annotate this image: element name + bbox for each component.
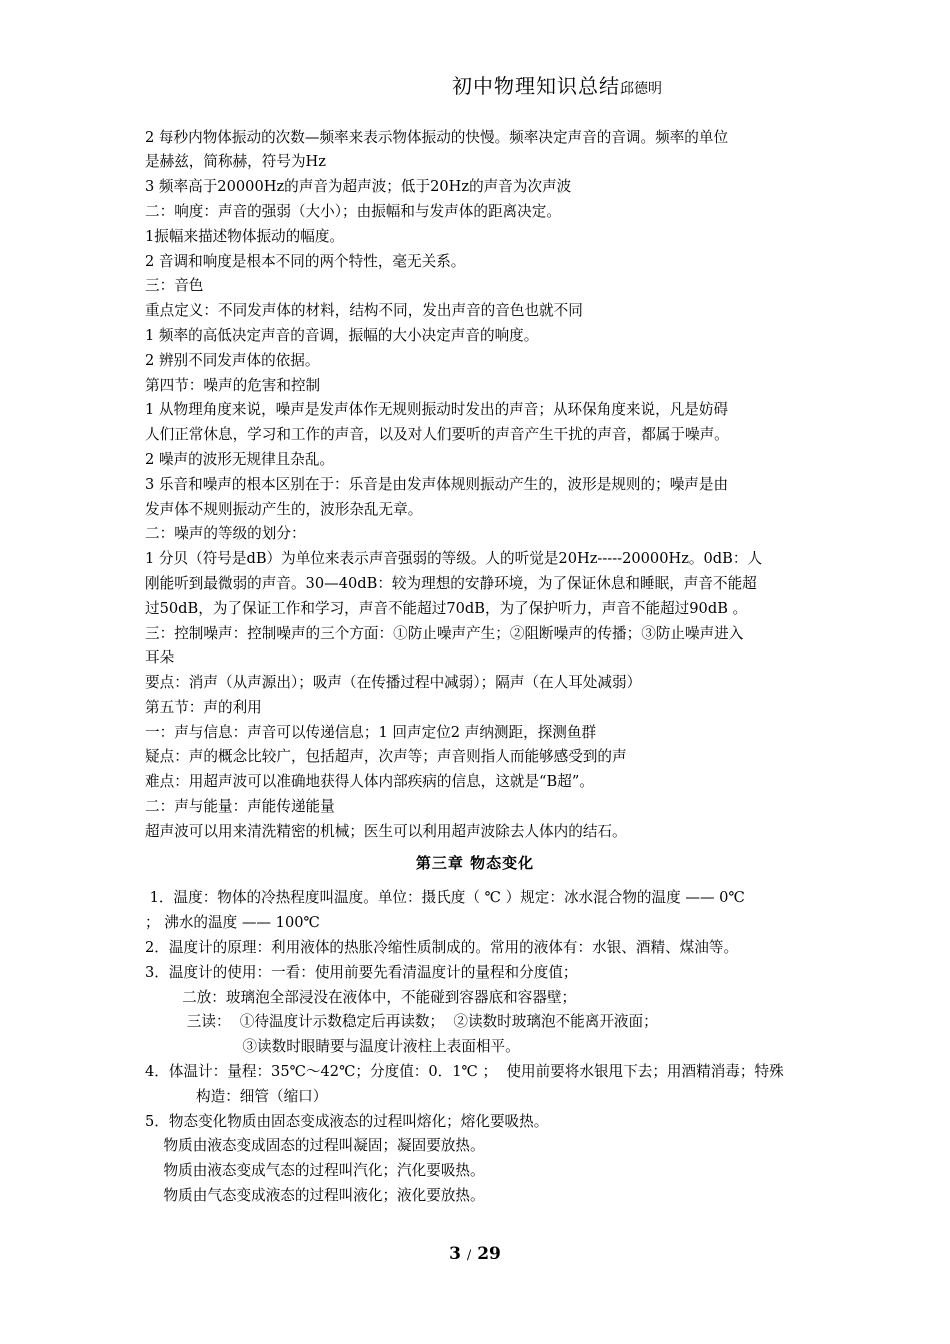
section-heading: 第五节：声的利用	[145, 699, 262, 716]
header-author: 邱德明	[620, 81, 662, 97]
text-line: 物质由气态变成液态的过程叫液化；液化要放热。	[145, 1187, 485, 1204]
text-line: 5．物态变化物质由固态变成液态的过程叫熔化；熔化要吸热。	[145, 1113, 549, 1130]
text-line: 耳朵	[145, 649, 175, 666]
text-line: 人们正常休息，学习和工作的声音，以及对人们要听的声音产生干扰的声音，都属于噪声。	[145, 426, 729, 443]
header-title: 初中物理知识总结	[452, 74, 620, 98]
text-line: 过50dB，为了保证工作和学习，声音不能超过70dB，为了保护听力，声音不能超过90dB 。	[145, 600, 748, 617]
page-current: 3	[449, 1244, 461, 1264]
text-line: 1 从物理角度来说，噪声是发声体作无规则振动时发出的声音；从环保角度来说，凡是妨碍	[145, 401, 729, 418]
text-line: 三读： ①待温度计示数稳定后再读数； ②读数时玻璃泡不能离开液面；	[145, 1013, 658, 1030]
text-line: 重点定义：不同发声体的材料，结构不同，发出声音的音色也就不同	[145, 302, 583, 319]
text-line: 2 噪声的波形无规律且杂乱。	[145, 451, 335, 468]
text-line: 1 频率的高低决定声音的音调，振幅的大小决定声音的响度。	[145, 327, 539, 344]
chapter-title: 第三章 物态变化	[415, 854, 535, 872]
text-line: 3 乐音和噪声的根本区别在于：乐音是由发声体规则振动产生的，波形是规则的；噪声是由	[145, 476, 729, 493]
text-line: 刚能听到最微弱的声音。30—40dB：较为理想的安静环境，为了保证休息和睡眠，声音不能超	[145, 575, 757, 592]
section-heading: 第四节：噪声的危害和控制	[145, 377, 321, 394]
text-line: 难点：用超声波可以准确地获得人体内部疾病的信息，这就是“B超”。	[145, 773, 594, 790]
text-line: 二：噪声的等级的划分：	[145, 525, 306, 542]
text-line: 4．体温计：量程：35℃～42℃；分度值：0．1℃ ； 使用前要将水银甩下去；用酒精消毒；特殊	[145, 1063, 784, 1080]
text-line: 1．温度：物体的冷热程度叫温度。单位：摄氏度（ ℃ ）规定：冰水混合物的温度 —— 0℃	[145, 889, 745, 906]
text-line: ； 沸水的温度 —— 100℃	[145, 914, 320, 931]
text-line: 2 每秒内物体振动的次数—频率来表示物体振动的快慢。频率决定声音的音调。频率的单位	[145, 129, 729, 146]
text-line: 3．温度计的使用：一看：使用前要先看清温度计的量程和分度值；	[145, 964, 578, 981]
page-separator: /	[466, 1248, 472, 1263]
text-line: 二：声与能量：声能传递能量	[145, 798, 335, 815]
text-line: 三：控制噪声：控制噪声的三个方面：①防止噪声产生；②阻断噪声的传播；③防止噪声进入	[145, 625, 744, 642]
text-line: 物质由液态变成固态的过程叫凝固；凝固要放热。	[145, 1137, 485, 1154]
text-line: ③读数时眼睛要与温度计液柱上表面相平。	[145, 1038, 520, 1055]
text-line: 二：响度：声音的强弱（大小）；由振幅和与发声体的距离决定。	[145, 203, 561, 220]
text-line: 2．温度计的原理：利用液体的热胀冷缩性质制成的。常用的液体有：水银、酒精、煤油等。	[145, 939, 739, 956]
text-line: 2 辨别不同发声体的依据。	[145, 352, 320, 369]
text-line: 要点：消声（从声源出）；吸声（在传播过程中减弱）；隔声（在人耳处减弱）	[145, 674, 642, 691]
text-line: 构造：细管（缩口）	[145, 1088, 328, 1105]
text-line: 一：声与信息：声音可以传递信息；1 回声定位2 声纳测距，探测鱼群	[145, 724, 597, 741]
text-line: 发声体不规则振动产生的，波形杂乱无章。	[145, 501, 423, 518]
text-line: 疑点：声的概念比较广，包括超声，次声等；声音则指人而能够感受到的声	[145, 748, 627, 765]
text-line: 是赫兹，简称赫，符号为Hz	[145, 153, 326, 170]
text-line: 1振幅来描述物体振动的幅度。	[145, 228, 345, 245]
page-total: 29	[477, 1244, 501, 1264]
text-line: 3 频率高于20000Hz的声音为超声波；低于20Hz的声音为次声波	[145, 178, 572, 195]
text-line: 三：音色	[145, 277, 204, 294]
text-line: 1 分贝（符号是dB）为单位来表示声音强弱的等级。人的听觉是20Hz-----20000Hz。0dB：人	[145, 550, 763, 567]
text-line: 超声波可以用来清洗精密的机械；医生可以利用超声波除去人体内的结石。	[145, 823, 627, 840]
text-line: 2 音调和响度是根本不同的两个特性，毫无关系。	[145, 253, 466, 270]
page-header	[452, 70, 662, 99]
text-line: 二放：玻璃泡全部浸没在液体中，不能碰到容器底和容器壁；	[145, 989, 577, 1006]
text-line: 物质由液态变成气态的过程叫汽化；汽化要吸热。	[145, 1162, 485, 1179]
page-number	[0, 1244, 950, 1264]
